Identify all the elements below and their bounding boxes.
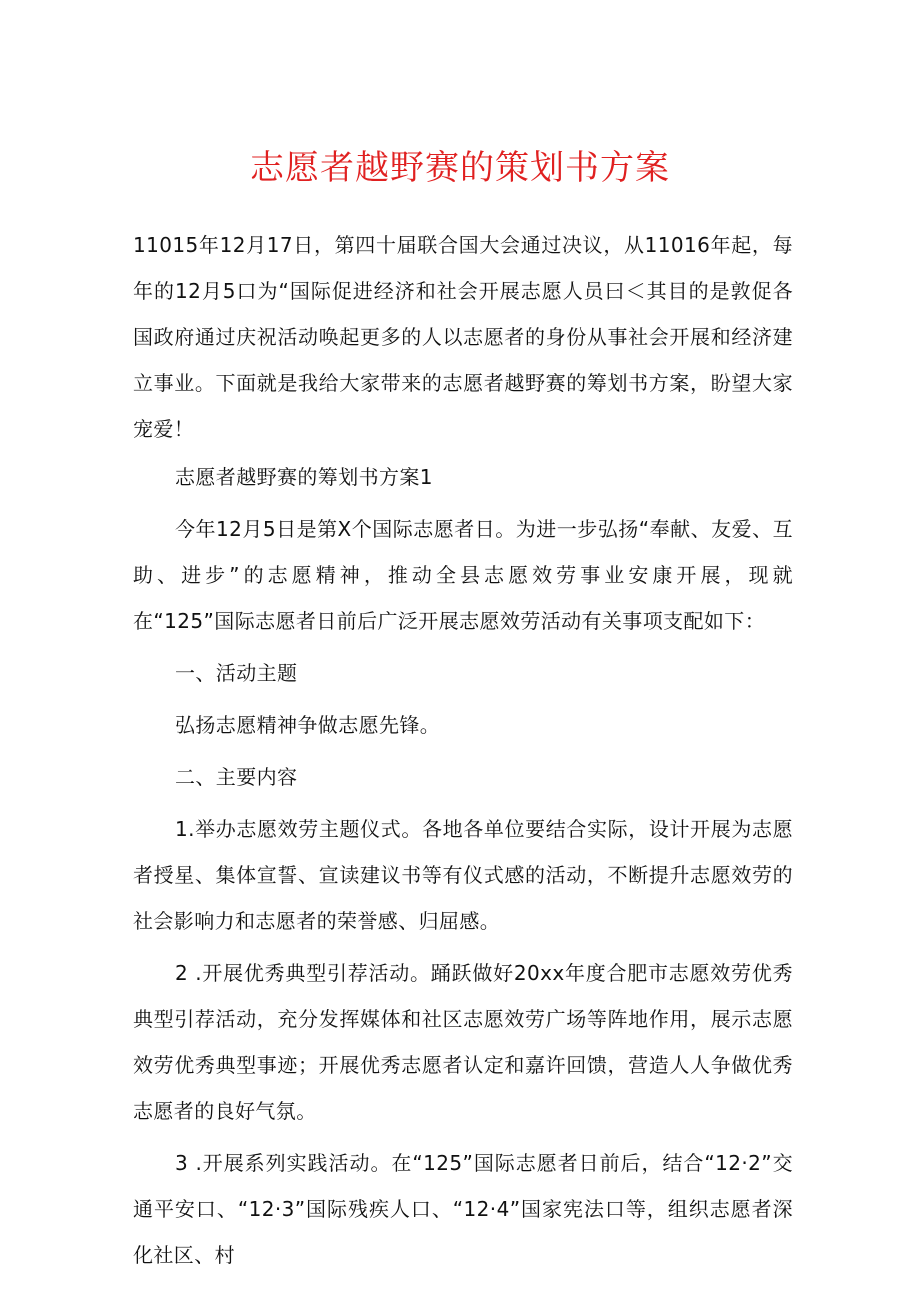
section-heading-plan-1: 志愿者越野赛的筹划书方案1 [175,465,433,489]
paragraph-item-3: 3 .开展系列实践活动。在“125”国际志愿者日前后，结合“12·2”交通平安口、“12·3”国际残疾人口、“12·4”国家宪法口等，组织志愿者深化社区、村 [133,1151,793,1267]
paragraph-theme: 弘扬志愿精神争做志愿先锋。 [175,713,441,737]
document-title: 志愿者越野赛的策划书方案 [250,148,670,188]
document-body [133,222,793,1284]
heading-main-content: 二、主要内容 [175,765,298,789]
intro-paragraph: 11015年12月17日，第四十届联合国大会通过决议，从11016年起，每年的12月5口为“国际促进经济和社会开展志愿人员曰＜其目的是敦促各国政府通过庆祝活动唤起更多的人以志愿者的身份从事社会开展和经济建立事业。下面就是我给大家带来的志愿者越野赛的筹划书方案，盼望大家宠爱！ [133,233,793,441]
paragraph-background: 今年12月5日是第X个国际志愿者日。为进一步弘扬“奉献、友爱、互助、进步”的志愿精神，推动全县志愿效劳事业安康开展，现就在“125”国际志愿者日前后广泛开展志愿效劳活动有关事项支配如下： [133,517,793,633]
paragraph-item-2: 2 .开展优秀典型引荐活动。踊跃做好20xx年度合肥市志愿效劳优秀典型引荐活动，充分发挥媒体和社区志愿效劳广场等阵地作用，展示志愿效劳优秀典型事迹；开展优秀志愿者认定和嘉许回馈，营造人人争做优秀志愿者的良好气氛。 [133,961,793,1123]
paragraph-item-1: 1.举办志愿效劳主题仪式。各地各单位要结合实际，设计开展为志愿者授星、集体宣誓、宣读建议书等有仪式感的活动，不断提升志愿效劳的社会影响力和志愿者的荣誉感、归屈感。 [133,817,793,933]
heading-activity-theme: 一、活动主题 [175,661,298,685]
